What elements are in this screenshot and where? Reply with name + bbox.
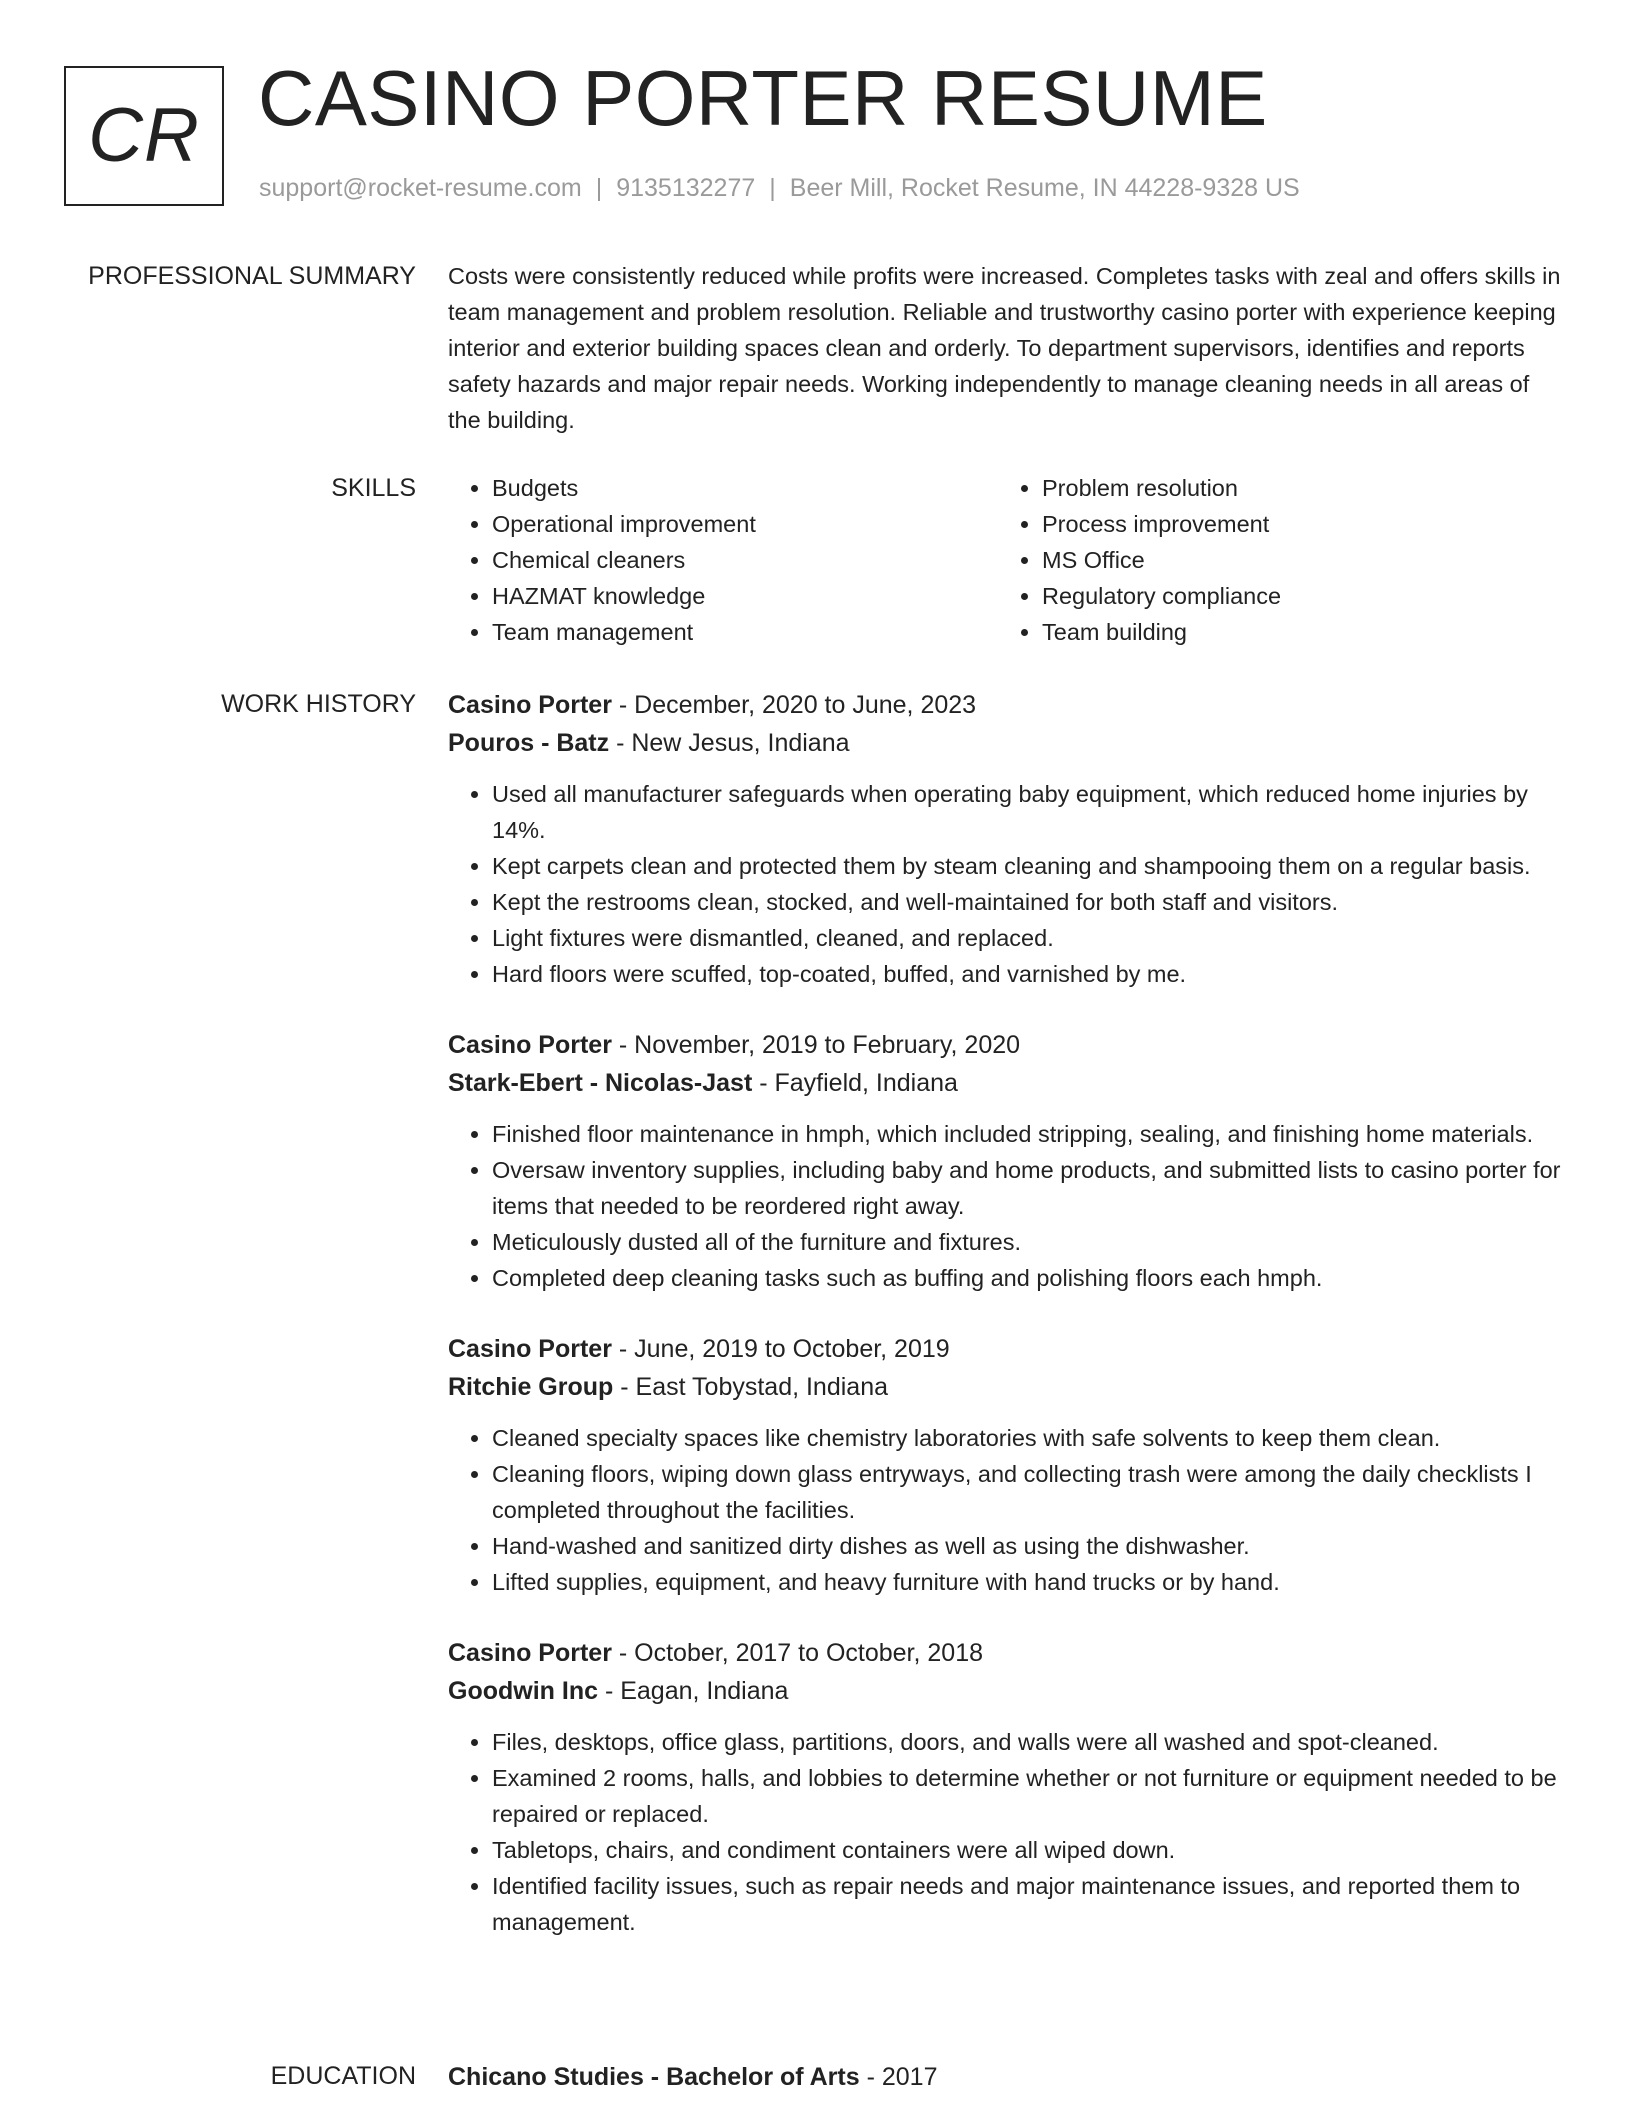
contact-email: support@rocket-resume.com <box>259 174 582 202</box>
job-title: Casino Porter <box>448 1639 612 1667</box>
job-title-line: Casino Porter - November, 2019 to February, 2020 <box>448 1031 1021 1059</box>
job-title-line: Casino Porter - October, 2017 to October, 2018 <box>448 1639 984 1667</box>
job-bullet: • Identified facility issues, such as repair needs and major maintenance issues, and reported them to management. <box>492 1868 1564 1940</box>
job-company: Goodwin Inc <box>448 1677 598 1705</box>
job-dates: June, 2019 to October, 2019 <box>634 1335 950 1363</box>
job-company-line: Pouros - Batz - New Jesus, Indiana <box>448 729 850 757</box>
job-entry <box>448 1026 1564 1296</box>
job-title: Casino Porter <box>448 1031 612 1059</box>
job-bullet: • Files, desktops, office glass, partitions, doors, and walls were all washed and spot-cleaned. <box>492 1724 1564 1760</box>
contact-separator: | <box>769 174 776 202</box>
job-bullet: • Meticulously dusted all of the furniture and fixtures. <box>492 1224 1564 1260</box>
job-bullet: • Kept the restrooms clean, stocked, and well-maintained for both staff and visitors. <box>492 884 1564 920</box>
skill-item: • HAZMAT knowledge <box>492 578 998 614</box>
contact-line <box>259 174 1300 203</box>
job-bullet: • Oversaw inventory supplies, including baby and home products, and submitted lists to casino porter for items that needed to be reordered right away. <box>492 1152 1564 1224</box>
contact-phone: 9135132277 <box>616 174 756 202</box>
summary-body <box>448 258 1564 438</box>
job-bullet: • Used all manufacturer safeguards when operating baby equipment, which reduced home injuries by 14%. <box>492 776 1564 848</box>
job-bullet: • Hand-washed and sanitized dirty dishes as well as using the dishwasher. <box>492 1528 1564 1564</box>
job-entry <box>448 686 1564 992</box>
skill-item: • Team management <box>492 614 998 650</box>
job-company-line: Goodwin Inc - Eagan, Indiana <box>448 1677 789 1705</box>
skill-item: • Operational improvement <box>492 506 998 542</box>
contact-address: Beer Mill, Rocket Resume, IN 44228-9328 US <box>789 174 1300 202</box>
work-history-heading: WORK HISTORY <box>221 690 416 718</box>
job-company-line: Ritchie Group - East Tobystad, Indiana <box>448 1373 889 1401</box>
job-bullet: • Light fixtures were dismantled, cleaned, and replaced. <box>492 920 1564 956</box>
job-bullets <box>448 776 1564 992</box>
skills-list-right <box>998 470 1548 650</box>
skill-item: • Regulatory compliance <box>1042 578 1548 614</box>
job-bullets <box>448 1724 1564 1940</box>
skill-item: • Budgets <box>492 470 998 506</box>
education-degree: Chicano Studies - Bachelor of Arts <box>448 2063 860 2091</box>
job-dates: November, 2019 to February, 2020 <box>634 1031 1021 1059</box>
job-dates: October, 2017 to October, 2018 <box>634 1639 984 1667</box>
work-history-body <box>448 686 1564 1974</box>
monogram-box <box>64 66 224 206</box>
monogram-initials: CR <box>88 93 200 178</box>
job-bullets <box>448 1116 1564 1296</box>
job-location: New Jesus, Indiana <box>631 729 850 757</box>
education-heading: EDUCATION <box>270 2062 416 2090</box>
job-title-line: Casino Porter - December, 2020 to June, 2023 <box>448 691 977 719</box>
job-entry <box>448 1634 1564 1940</box>
skill-item: • Process improvement <box>1042 506 1548 542</box>
job-company-line: Stark-Ebert - Nicolas-Jast - Fayfield, Indiana <box>448 1069 958 1097</box>
summary-text: Costs were consistently reduced while profits were increased. Completes tasks with zeal and offers skills in team management and problem resolution. Reliable and trustworthy casino porter with experience keeping interior and exterior building spaces clean and orderly. To department supervisors, identifies and reports safety hazards and major repair needs. Working independently to manage cleaning needs in all areas of the building. <box>448 263 1561 433</box>
contact-separator: | <box>595 174 603 202</box>
job-title: Casino Porter <box>448 1335 612 1363</box>
skill-item: • Team building <box>1042 614 1548 650</box>
job-bullet: • Kept carpets clean and protected them by steam cleaning and shampooing them on a regular basis. <box>492 848 1564 884</box>
skill-item: • Problem resolution <box>1042 470 1548 506</box>
job-bullet: • Completed deep cleaning tasks such as buffing and polishing floors each hmph. <box>492 1260 1564 1296</box>
skills-body <box>448 470 1564 650</box>
skills-list-left <box>448 470 998 650</box>
job-entry <box>448 1330 1564 1600</box>
skills-heading: SKILLS <box>331 474 416 502</box>
job-company: Pouros - Batz <box>448 729 610 757</box>
education-line: Chicano Studies - Bachelor of Arts - 2017 <box>448 2063 938 2091</box>
job-bullet: • Lifted supplies, equipment, and heavy furniture with hand trucks or by hand. <box>492 1564 1564 1600</box>
job-bullet: • Examined 2 rooms, halls, and lobbies to determine whether or not furniture or equipment needed to be repaired or replaced. <box>492 1760 1564 1832</box>
job-bullet: • Cleaned specialty spaces like chemistry laboratories with safe solvents to keep them clean. <box>492 1420 1564 1456</box>
education-body <box>448 2058 1564 2096</box>
job-bullet: • Cleaning floors, wiping down glass entryways, and collecting trash were among the daily checklists I completed throughout the facilities. <box>492 1456 1564 1528</box>
job-bullet: • Tabletops, chairs, and condiment containers were all wiped down. <box>492 1832 1564 1868</box>
job-bullet: • Hard floors were scuffed, top-coated, buffed, and varnished by me. <box>492 956 1564 992</box>
job-location: East Tobystad, Indiana <box>635 1373 889 1401</box>
education-year: 2017 <box>881 2063 938 2091</box>
skill-item: • MS Office <box>1042 542 1548 578</box>
job-dates: December, 2020 to June, 2023 <box>634 691 977 719</box>
job-bullet: • Finished floor maintenance in hmph, which included stripping, sealing, and finishing home materials. <box>492 1116 1564 1152</box>
job-location: Eagan, Indiana <box>620 1677 789 1705</box>
job-title: Casino Porter <box>448 691 612 719</box>
job-company: Ritchie Group <box>448 1373 614 1401</box>
job-company: Stark-Ebert - Nicolas-Jast <box>448 1069 753 1097</box>
job-bullets <box>448 1420 1564 1600</box>
job-location: Fayfield, Indiana <box>774 1069 958 1097</box>
summary-heading: PROFESSIONAL SUMMARY <box>88 262 416 290</box>
job-title-line: Casino Porter - June, 2019 to October, 2019 <box>448 1335 950 1363</box>
resume-title: CASINO PORTER RESUME <box>258 54 1268 142</box>
skill-item: • Chemical cleaners <box>492 542 998 578</box>
